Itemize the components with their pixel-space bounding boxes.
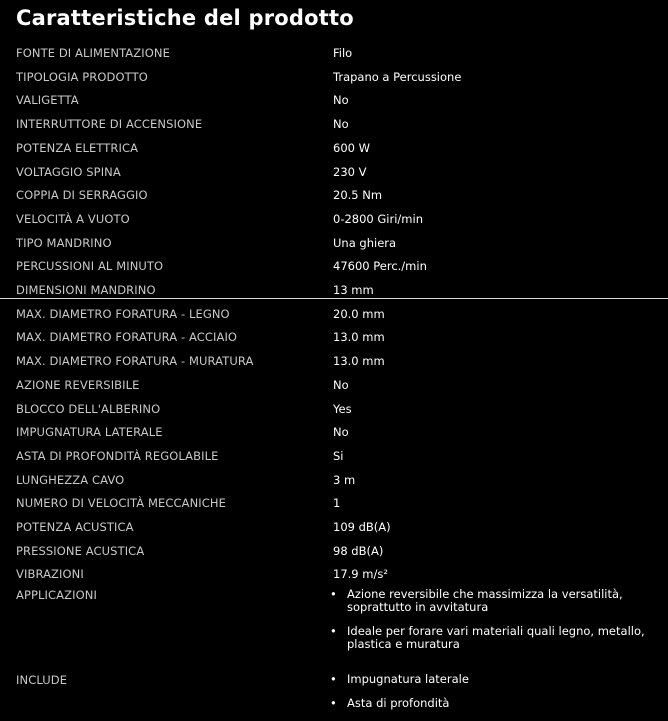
spec-label: TIPO MANDRINO <box>16 236 112 250</box>
spec-label: COPPIA DI SERRAGGIO <box>16 188 148 202</box>
spec-value: No <box>333 425 349 439</box>
spec-label: POTENZA ELETTRICA <box>16 141 139 155</box>
spec-value: 13.0 mm <box>333 354 385 368</box>
bullet-icon: • <box>330 672 337 686</box>
list-item-text: Azione reversibile che massimizza la versatilità, soprattutto in avvitatura <box>347 587 623 614</box>
spec-value: Yes <box>333 402 352 416</box>
list-item-text: Impugnatura laterale <box>347 672 469 686</box>
spec-value: No <box>333 378 349 392</box>
spec-label: VELOCITÀ A VUOTO <box>16 212 130 226</box>
spec-label: VALIGETTA <box>16 93 79 107</box>
spec-label: TIPOLOGIA PRODOTTO <box>16 70 148 84</box>
spec-value: 1 <box>333 496 341 510</box>
spec-value: 20.0 mm <box>333 307 385 321</box>
applicazioni-list <box>318 588 658 662</box>
list-item-text: Asta di profondità <box>347 696 450 710</box>
spec-label: DIMENSIONI MANDRINO <box>16 283 156 297</box>
bullet-icon: • <box>330 696 337 710</box>
spec-label: VIBRAZIONI <box>16 567 84 581</box>
spec-label: PRESSIONE ACUSTICA <box>16 544 145 558</box>
spec-label: POTENZA ACUSTICA <box>16 520 134 534</box>
spec-label: IMPUGNATURA LATERALE <box>16 425 163 439</box>
section-divider <box>0 298 668 299</box>
spec-label: BLOCCO DELL'ALBERINO <box>16 402 161 416</box>
list-item-text: Ideale per forare vari materiali quali legno, metallo, plastica e muratura <box>347 624 645 651</box>
spec-value: Si <box>333 449 344 463</box>
bullet-icon: • <box>330 587 337 601</box>
spec-value: 98 dB(A) <box>333 544 384 558</box>
spec-label: FONTE DI ALIMENTAZIONE <box>16 46 170 60</box>
spec-value: 0-2800 Giri/min <box>333 212 423 226</box>
spec-value: Filo <box>333 46 353 60</box>
spec-value: No <box>333 117 349 131</box>
spec-value: 600 W <box>333 141 370 155</box>
spec-label: MAX. DIAMETRO FORATURA - MURATURA <box>16 354 254 368</box>
spec-label: PERCUSSIONI AL MINUTO <box>16 259 164 273</box>
spec-label: LUNGHEZZA CAVO <box>16 473 125 487</box>
spec-value: 13.0 mm <box>333 330 385 344</box>
spec-value: 17.9 m/s² <box>333 567 388 581</box>
list-item <box>318 673 658 686</box>
bullet-icon: • <box>330 624 337 638</box>
spec-value: 3 m <box>333 473 356 487</box>
list-item <box>318 625 658 651</box>
spec-value: 109 dB(A) <box>333 520 391 534</box>
spec-value: 20.5 Nm <box>333 188 383 202</box>
spec-label: NUMERO DI VELOCITÀ MECCANICHE <box>16 496 227 510</box>
include-list <box>318 673 658 721</box>
list-item <box>318 588 658 614</box>
spec-label: MAX. DIAMETRO FORATURA - ACCIAIO <box>16 330 238 344</box>
list-item <box>318 697 658 710</box>
spec-value: No <box>333 93 349 107</box>
spec-value: 230 V <box>333 165 367 179</box>
spec-value: Una ghiera <box>333 236 397 250</box>
spec-label: INCLUDE <box>16 673 68 687</box>
page-title: Caratteristiche del prodotto <box>16 6 354 30</box>
spec-label: AZIONE REVERSIBILE <box>16 378 140 392</box>
spec-label: MAX. DIAMETRO FORATURA - LEGNO <box>16 307 230 321</box>
spec-value: Trapano a Percussione <box>333 70 462 84</box>
spec-value: 13 mm <box>333 283 374 297</box>
spec-label: APPLICAZIONI <box>16 588 97 602</box>
spec-label: ASTA DI PROFONDITÀ REGOLABILE <box>16 449 219 463</box>
spec-value: 47600 Perc./min <box>333 259 427 273</box>
spec-label: VOLTAGGIO SPINA <box>16 165 121 179</box>
spec-label: INTERRUTTORE DI ACCENSIONE <box>16 117 203 131</box>
